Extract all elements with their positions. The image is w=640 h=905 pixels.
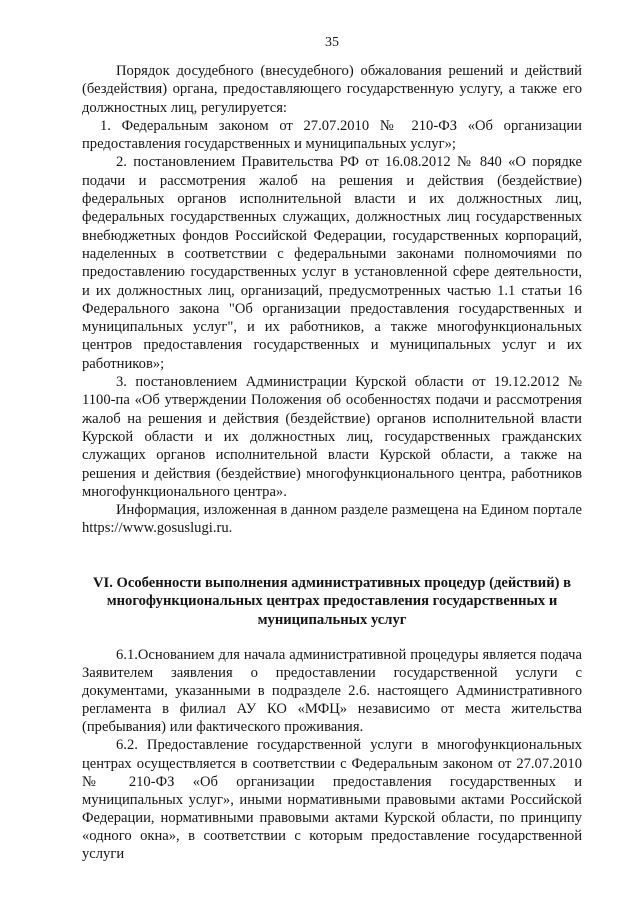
list-item-3: 3. постановлением Администрации Курской области от 19.12.2012 № 1100-па «Об утверждении Положения об особенностях подачи и рассмотрения жалоб на решения и действия (бездействие) органов исполнительной власти Курской области и их должностных лиц, государственных гражданских служащих органов исполнительной власти Курской области, а также на решения и действия (бездействие) многофункционального центра, работников многофункционального центра».: [82, 374, 582, 500]
section-body: [82, 646, 582, 863]
list-item-1: 1. Федеральным законом от 27.07.2010 № 210-ФЗ «Об организации предоставления государственных и муниципальных услуг»;: [82, 117, 582, 153]
list-item-2: 2. постановлением Правительства РФ от 16.08.2012 № 840 «О порядке подачи и рассмотрения жалоб на решения и действия (бездействие) федеральных органов исполнительной власти и их должностных лиц, федеральных государственных служащих, должностных лиц государственных внебюджетных фондов Российской Федерации, государственных корпораций, наделенных в соответствии с федеральными законами полномочиями по предоставлению государственных услуг в установленной сфере деятельности, и их должностных лиц, организаций, предусмотренных частью 1.1 статьи 16 Федерального закона "Об организации предоставления государственных и муниципальных услуг", и их работников, а также многофункциональных центров предоставления государственных и муниципальных услуг и их работников»;: [82, 154, 582, 372]
paragraph-6-2: 6.2. Предоставление государственной услуги в многофункциональных центрах осуществляется в соответствии с Федеральным законом от 27.07.2010 № 210-ФЗ «Об организации предоставления государственных и муниципальных услуг», иными нормативными правовыми актами Российской Федерации, нормативными правовыми актами Курской области, по принципу «одного окна», в соответствии с которым предоставление государственной услуги: [82, 737, 582, 862]
section-title: VI. Особенности выполнения административных процедур (действий) в многофункциональных центрах предоставления государственных и муниципальных услуг: [93, 574, 571, 628]
intro-paragraph: Порядок досудебного (внесудебного) обжалования решений и действий (бездействия) органа, предоставляющего государственную услугу, а также его должностных лиц, регулируется:: [82, 63, 582, 116]
info-paragraph: Информация, изложенная в данном разделе размещена на Едином портале https://www.gosuslugi.ru.: [82, 502, 582, 537]
paragraph-6-1: 6.1.Основанием для начала административной процедуры является подача Заявителем заявления о предоставлении государственной услуги с документами, указанными в подразделе 2.6. настоящего Административного регламента в филиал АУ КО «МФЦ» независимо от места жительства (пребывания) или фактического проживания.: [82, 646, 582, 736]
section-gap: [82, 538, 582, 574]
page-number: 35: [325, 35, 339, 50]
